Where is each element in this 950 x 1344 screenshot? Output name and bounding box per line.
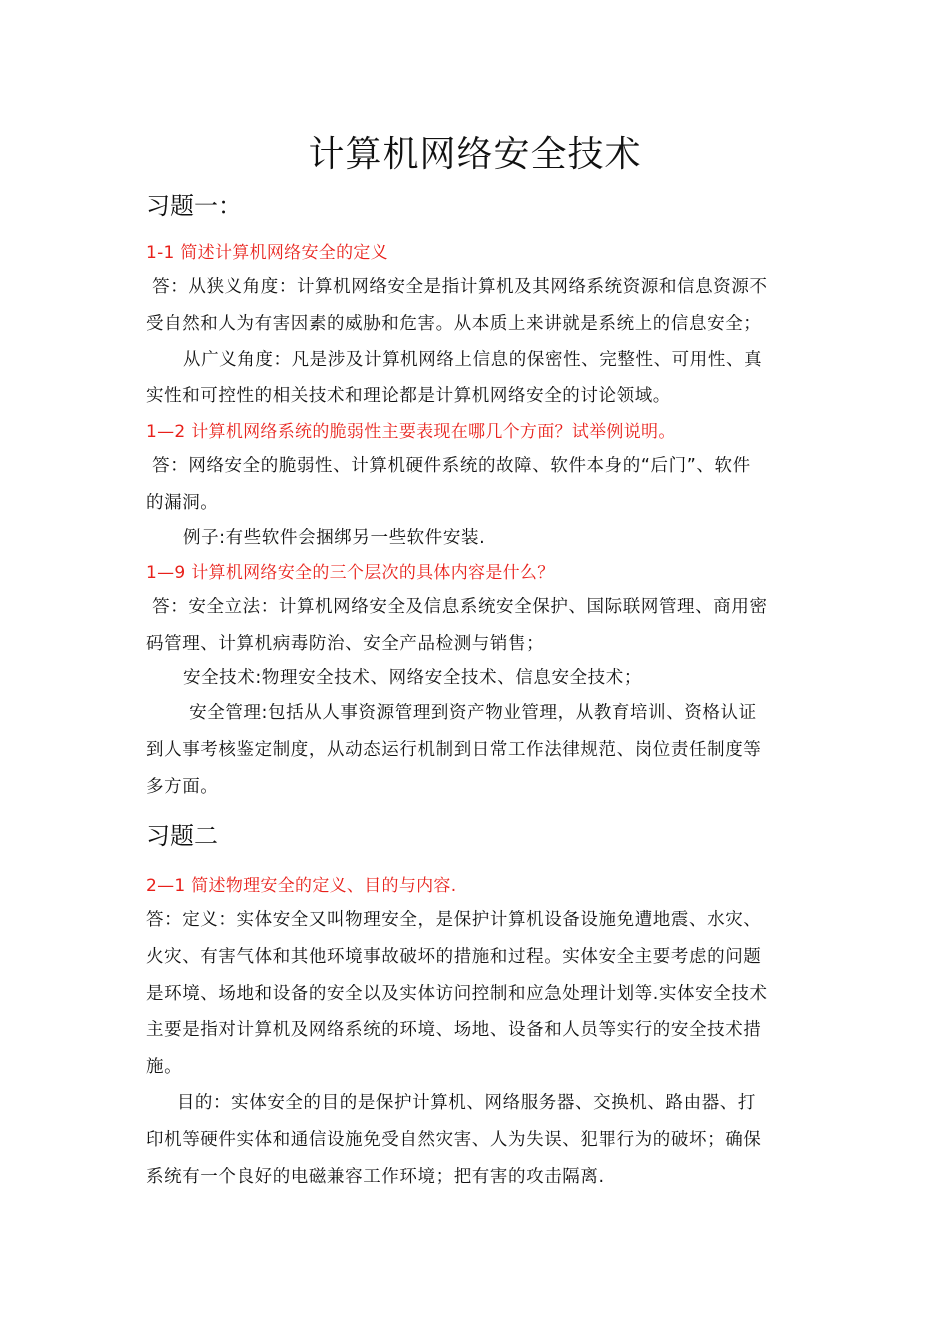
document-title: 计算机网络安全技术 (308, 134, 642, 175)
answer-line: 系统有一个良好的电磁兼容工作环境；把有害的攻击隔离. (146, 1167, 605, 1187)
question-2-1: 2—1 简述物理安全的定义、目的与内容. (146, 876, 457, 896)
answer-line: 施。 (146, 1057, 183, 1077)
answer-line: 主要是指对计算机及网络系统的环境、场地、设备和人员等实行的安全技术措 (146, 1020, 762, 1040)
answer-line: 多方面。 (146, 777, 219, 797)
answer-line: 安全技术:物理安全技术、网络安全技术、信息安全技术； (146, 668, 642, 688)
answer-line: 从广义角度：凡是涉及计算机网络上信息的保密性、完整性、可用性、真 (146, 350, 763, 370)
answer-line: 码管理、计算机病毒防治、安全产品检测与销售； (146, 634, 545, 654)
question-1-1: 1-1 简述计算机网络安全的定义 (146, 243, 388, 263)
answer-line: 答：安全立法：计算机网络安全及信息系统安全保护、国际联网管理、商用密 (146, 597, 768, 617)
section-heading-2: 习题二 (146, 822, 218, 850)
answer-line: 实性和可控性的相关技术和理论都是计算机网络安全的讨论领域。 (146, 386, 671, 406)
answer-line: 答：定义：实体安全又叫物理安全，是保护计算机设备设施免遭地震、水灾、 (146, 910, 762, 930)
answer-line: 火灾、有害气体和其他环境事故破坏的措施和过程。实体安全主要考虑的问题 (146, 947, 762, 967)
question-1-9: 1—9 计算机网络安全的三个层次的具体内容是什么？ (146, 563, 555, 583)
answer-line: 答：从狭义角度：计算机网络安全是指计算机及其网络系统资源和信息资源不 (146, 277, 768, 297)
answer-line: 是环境、场地和设备的安全以及实体访问控制和应急处理计划等.实体安全技术 (146, 984, 768, 1004)
answer-line: 受自然和人为有害因素的威胁和危害。从本质上来讲就是系统上的信息安全； (146, 314, 762, 334)
answer-line: 到人事考核鉴定制度，从动态运行机制到日常工作法律规范、岗位责任制度等 (146, 740, 762, 760)
answer-line: 目的：实体安全的目的是保护计算机、网络服务器、交换机、路由器、打 (146, 1093, 757, 1113)
answer-line: 答：网络安全的脆弱性、计算机硬件系统的故障、软件本身的“后门”、软件 (146, 456, 751, 476)
answer-line: 安全管理:包括从人事资源管理到资产物业管理，从教育培训、资格认证 (146, 703, 757, 723)
answer-line: 例子:有些软件会捆绑另一些软件安装. (146, 528, 486, 548)
answer-line: 的漏洞。 (146, 493, 219, 513)
answer-line: 印机等硬件实体和通信设施免受自然灾害、人为失误、犯罪行为的破坏；确保 (146, 1130, 762, 1150)
question-1-2: 1—2 计算机网络系统的脆弱性主要表现在哪几个方面？试举例说明。 (146, 422, 676, 442)
section-heading-1: 习题一： (146, 192, 242, 220)
